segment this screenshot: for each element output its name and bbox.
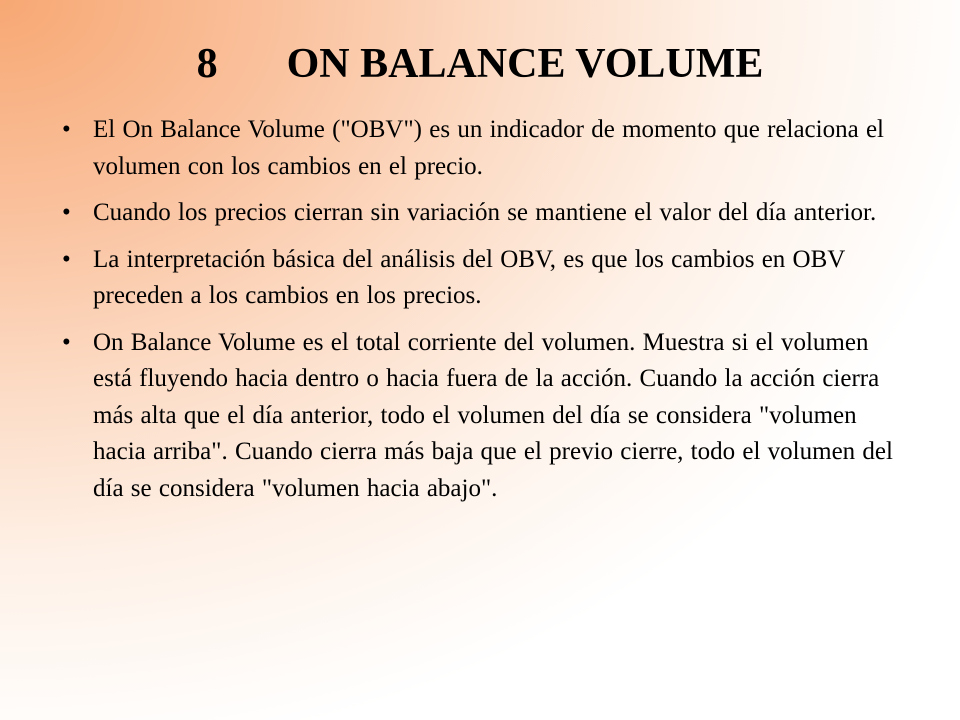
bullet-dot-icon: •: [62, 245, 71, 273]
bullet-text: La interpretación básica del análisis del OBV, es que los cambios en OBV preceden a los cambios en los precios.: [93, 245, 845, 309]
title-text: ON BALANCE VOLUME: [286, 41, 764, 87]
bullet-item: [62, 112, 912, 185]
bullet-dot-icon: •: [62, 116, 71, 143]
bullet-text: On Balance Volume es el total corriente del volumen. Muestra si el volumen está fluyendo hacia dentro o hacia fuera de la acción. Cuando la acción cierra más alta que el día anterior, todo el volumen del día se considera "volumen hacia arriba". Cuando cierra más baja que el previo cierre, todo el volumen del día se considera "volumen hacia abajo".: [93, 328, 893, 502]
bullet-dot-icon: •: [62, 199, 71, 226]
slide-title: [0, 34, 960, 94]
bullet-text: Cuando los precios cierran sin variación se mantiene el valor del día anterior.: [93, 199, 877, 226]
bullet-dot-icon: •: [62, 328, 71, 356]
bullet-item: [62, 242, 912, 315]
bullet-text: El On Balance Volume ("OBV") es un indicador de momento que relaciona el volumen con los cambios en el precio.: [93, 116, 884, 180]
bullet-list: [62, 112, 912, 517]
bullet-item: [62, 325, 912, 508]
title-number: 8: [196, 41, 218, 87]
bullet-item: [62, 195, 912, 232]
